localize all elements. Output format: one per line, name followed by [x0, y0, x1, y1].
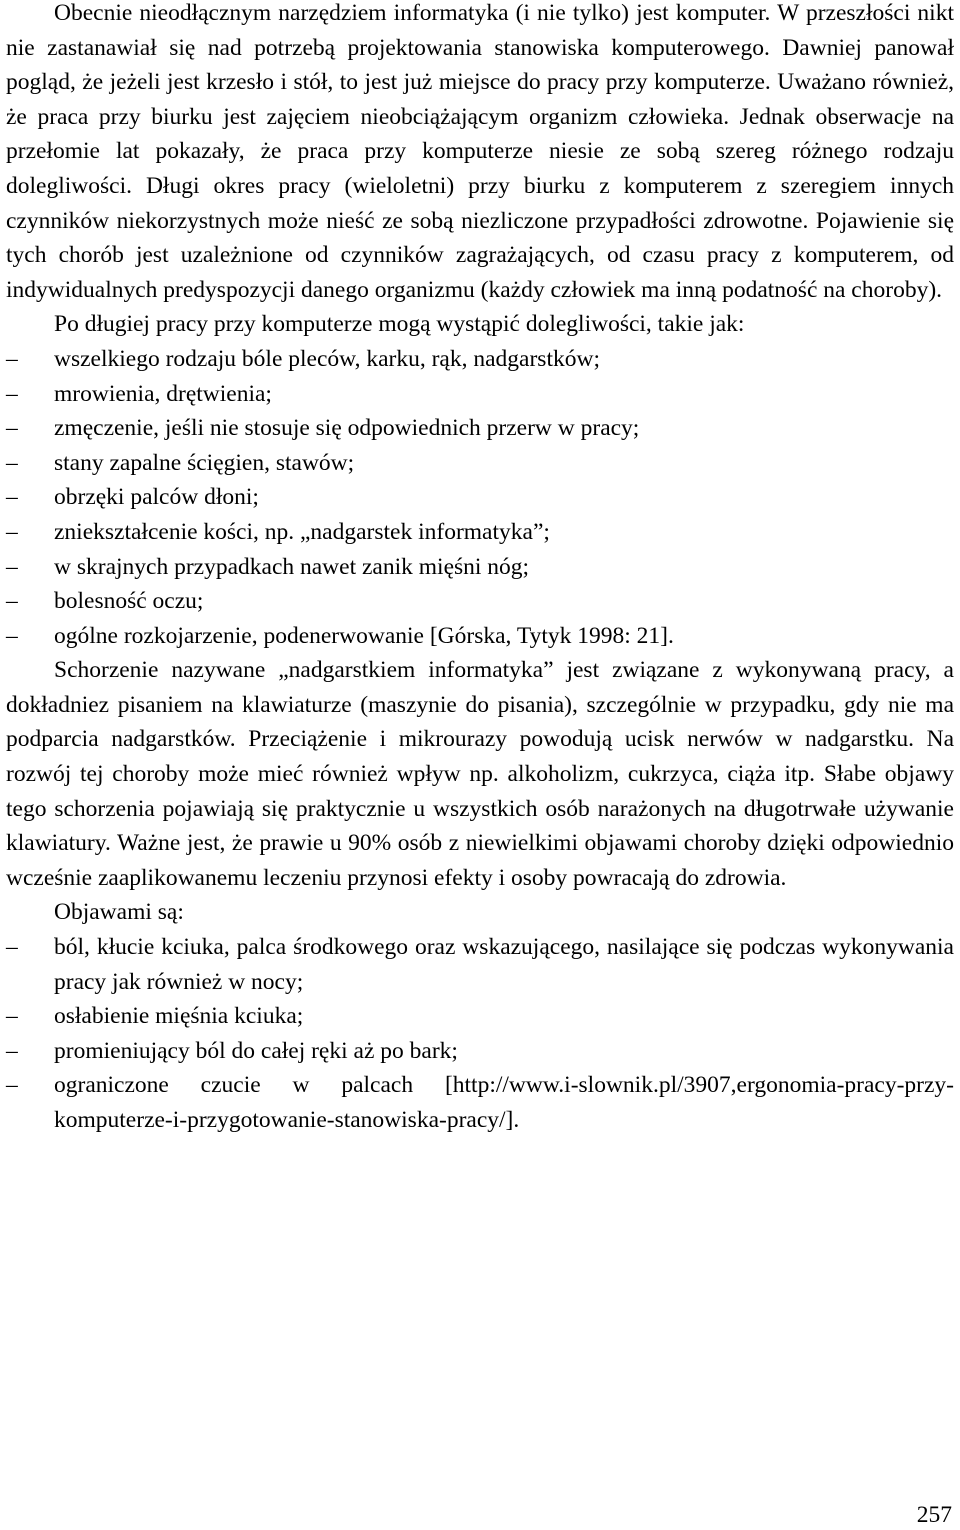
dash-bullet: – [6, 622, 18, 649]
list-item: – zmęczenie, jeśli nie stosuje się odpowiednich przerw w pracy; [6, 411, 954, 446]
dash-bullet: – [6, 518, 18, 545]
dash-bullet: – [6, 449, 18, 476]
list-item: – ogólne rozkojarzenie, podenerwowanie [Górska, Tytyk 1998: 21]. [6, 619, 954, 654]
page-number: 257 [916, 1502, 952, 1528]
list-item: – osłabienie mięśnia kciuka; [6, 999, 954, 1034]
symptoms-list [6, 930, 954, 1138]
dash-bullet: – [6, 553, 18, 580]
paragraph-carpal-tunnel: Schorzenie nazywane „nadgarstkiem informatyka” jest związane z wykonywaną pracy, a dokładniez pisaniem na klawiaturze (maszynie do pisania), szczególnie w przypadku, gdy nie ma podparcia nadgarstków. Przeciążenie i mikrourazy powodują ucisk nerwów w nadgarstku. Na rozwój tej choroby może mieć również wpływ np. alkoholizm, cukrzyca, ciąża itp. Słabe objawy tego schorzenia pojawiają się praktycznie u wszystkich osób narażonych na długotrwałe używanie klawiatury. Ważne jest, że prawie u 90% osób z niewielkimi objawami choroby dzięki odpowiednio wcześnie zaaplikowanemu leczeniu przynosi efekty i osoby powracają do zdrowia. [6, 657, 954, 891]
list-item: – bolesność oczu; [6, 584, 954, 619]
list-item: – promieniujący ból do całej ręki aż po bark; [6, 1034, 954, 1069]
dash-bullet: – [6, 1003, 18, 1030]
paragraph-symptoms-lead: Objawami są: [54, 899, 184, 926]
dash-bullet: – [6, 415, 18, 442]
dash-bullet: – [6, 484, 18, 511]
list-item: – zniekształcenie kości, np. „nadgarstek informatyka”; [6, 515, 954, 550]
list-item: – ból, kłucie kciuka, palca środkowego oraz wskazującego, nasilające się podczas wykonywania pracy jak również w nocy; [6, 930, 954, 999]
ailments-list [6, 342, 954, 653]
document-page [6, 0, 954, 1138]
paragraph-ailments-lead: Po długiej pracy przy komputerze mogą wystąpić dolegliwości, takie jak: [54, 311, 745, 338]
dash-bullet: – [6, 934, 18, 961]
paragraph-intro: Obecnie nieodłącznym narzędziem informatyka (i nie tylko) jest komputer. W przeszłości nikt nie zastanawiał się nad potrzebą projektowania stanowiska komputerowego. Dawniej panował pogląd, że jeżeli jest krzesło i stół, to jest już miejsce do pracy przy komputerze. Uważano również, że praca przy biurku jest zajęciem nieobciążającym organizm człowieka. Jednak obserwacje na przełomie lat pokazały, że praca przy komputerze niesie ze sobą szereg różnego rodzaju dolegliwości. Długi okres pracy (wieloletni) przy biurku z komputerem z szeregiem innych czynników niekorzystnych może nieść ze sobą niezliczone przypadłości zdrowotne. Pojawienie się tych chorób jest uzależnione od czynników zagrażających, od czasu pracy z komputerem, od indywidualnych predyspozycji danego organizmu (każdy człowiek ma inną podatność na choroby). [6, 0, 954, 303]
dash-bullet: – [6, 345, 18, 372]
dash-bullet: – [6, 1072, 18, 1099]
list-item: – w skrajnych przypadkach nawet zanik mięśni nóg; [6, 550, 954, 585]
dash-bullet: – [6, 380, 18, 407]
list-item: – stany zapalne ścięgien, stawów; [6, 446, 954, 481]
dash-bullet: – [6, 1037, 18, 1064]
list-item: – ograniczone czucie w palcach [http://www.i-slownik.pl/3907,ergonomia-pracy-przy-komputerze-i-przygotowanie-stanowiska-pracy/]. [6, 1068, 954, 1137]
list-item: – obrzęki palców dłoni; [6, 480, 954, 515]
list-item: – wszelkiego rodzaju bóle pleców, karku, rąk, nadgarstków; [6, 342, 954, 377]
dash-bullet: – [6, 588, 18, 615]
list-item: – mrowienia, drętwienia; [6, 377, 954, 412]
